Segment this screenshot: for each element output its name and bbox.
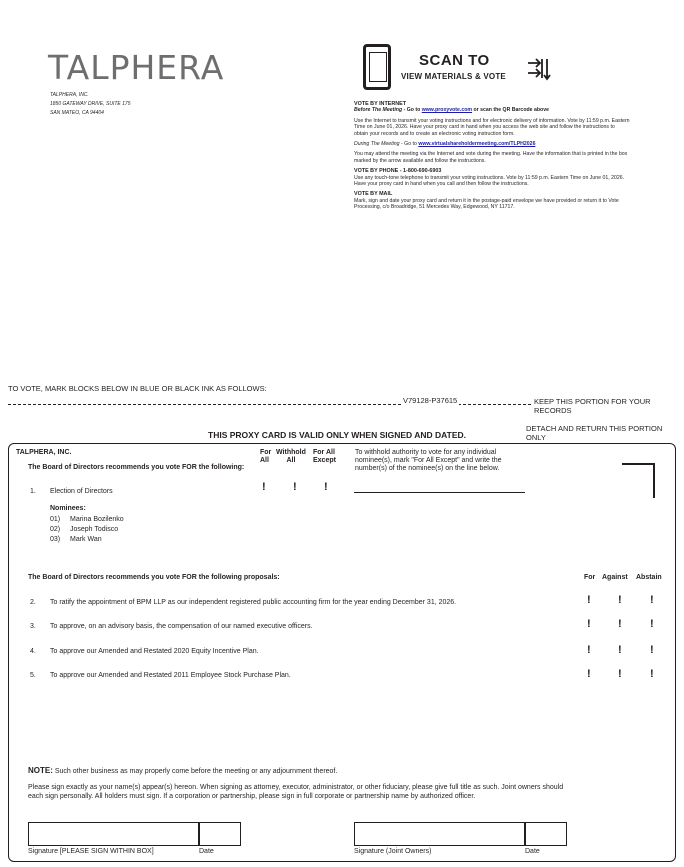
proposal-4-against[interactable]: ! <box>618 644 622 656</box>
signature-box[interactable] <box>28 822 199 846</box>
proposal-3-abstain[interactable]: ! <box>650 618 654 630</box>
board-recommend-for: The Board of Directors recommends you vote FOR the following: <box>28 464 245 471</box>
phone-icon <box>363 44 391 90</box>
card-company-name: TALPHERA, INC. <box>16 449 72 456</box>
col-against: Against <box>602 574 628 581</box>
withhold-instructions: To withhold authority to vote for any individual nominee(s), mark "For All Except" and write the number(s) of the nominee(s) on the line below. <box>355 449 502 472</box>
col-for-all-except: For All Except <box>313 449 336 464</box>
proposal-4-number: 4. <box>30 648 36 655</box>
joint-date-box[interactable] <box>525 822 567 846</box>
col-abstain: Abstain <box>636 574 662 581</box>
company-logo: TALPHERA <box>48 48 225 87</box>
proposal-5-text: To approve our Amended and Restated 2011 Employee Stock Purchase Plan. <box>50 672 291 679</box>
nominee-row: 03) Mark Wan <box>50 536 102 543</box>
proposal-3-number: 3. <box>30 623 36 630</box>
address-line-2: SAN MATEO, CA 94404 <box>50 110 104 116</box>
during-meeting-line: During The Meeting - Go to www.virtualshareholdermeeting.com/TLPH2026 <box>354 141 536 148</box>
item-1-number: 1. <box>30 488 36 495</box>
nominee-list <box>50 515 124 545</box>
phone-body: Use any touch-tone telephone to transmit your voting instructions. Vote by 11:59 p.m. Eastern Time on June 01, 2026. Have your proxy card in hand when you call and then follow the instructions. <box>354 174 625 188</box>
sign-instructions: Please sign exactly as your name(s) appear(s) hereon. When signing as attorney, executor, administrator, or other fiduciary, please give full title as such. Joint owners should each sign personally. All holders must sign. If a corporation or partnership, please sign in full corporate or partnership name by authorized officer. <box>28 784 564 800</box>
mail-heading: VOTE BY MAIL <box>354 191 393 198</box>
date-label: Date <box>199 848 214 855</box>
joint-signature-box[interactable] <box>354 822 525 846</box>
date-box[interactable] <box>199 822 241 846</box>
valid-notice: THIS PROXY CARD IS VALID ONLY WHEN SIGNED AND DATED. <box>208 430 467 440</box>
voting-instructions <box>354 101 630 215</box>
virtual-meeting-link[interactable]: www.virtualshareholdermeeting.com/TLPH2026 <box>418 141 536 148</box>
proposal-4-text: To approve our Amended and Restated 2020 Equity Incentive Plan. <box>50 648 259 655</box>
proposal-4-for[interactable]: ! <box>587 644 591 656</box>
arrows-icon <box>526 56 554 82</box>
signature-label: Signature [PLEASE SIGN WITHIN BOX] <box>28 848 154 855</box>
col-withhold-all: Withhold All <box>276 449 306 464</box>
nominee-row: 02) Joseph Todisco <box>50 526 119 533</box>
proposal-5-number: 5. <box>30 672 36 679</box>
keep-portion-label: KEEP THIS PORTION FOR YOUR RECORDS <box>532 397 684 415</box>
scan-title: SCAN TO <box>419 52 490 69</box>
proposal-3-against[interactable]: ! <box>618 618 622 630</box>
proxyvote-link[interactable]: www.proxyvote.com <box>421 107 472 114</box>
nominees-label: Nominees: <box>50 505 86 512</box>
company-name: TALPHERA, INC. <box>50 92 89 98</box>
phone-heading: VOTE BY PHONE - 1-800-690-6903 <box>354 168 442 175</box>
item-1-text: Election of Directors <box>50 488 113 495</box>
internet-before-line: Before The Meeting - Go to www.proxyvote.com or scan the QR Barcode above <box>354 107 549 114</box>
proposal-5-for[interactable]: ! <box>587 668 591 680</box>
vote-box-for-all[interactable]: ! <box>262 481 266 493</box>
detach-label: DETACH AND RETURN THIS PORTION ONLY <box>526 424 663 442</box>
nominee-row: 01) Marina Bozilenko <box>50 516 124 523</box>
control-number: V79128-P37615 <box>403 396 458 405</box>
joint-date-label: Date <box>525 848 540 855</box>
nominee-number-line[interactable] <box>354 492 525 493</box>
proposal-2-number: 2. <box>30 599 36 606</box>
proposal-5-against[interactable]: ! <box>618 668 622 680</box>
board-recommend-proposals: The Board of Directors recommends you vote FOR the following proposals: <box>28 574 280 581</box>
corner-mark <box>622 463 655 498</box>
proposal-3-text: To approve, on an advisory basis, the compensation of our named executive officers. <box>50 623 313 630</box>
internet-heading: VOTE BY INTERNET <box>354 101 407 107</box>
vote-box-withhold-all[interactable]: ! <box>293 481 297 493</box>
proposal-2-text: To ratify the appointment of BPM LLP as our independent registered public accounting firm for the year ending December 31, 2026. <box>50 599 457 606</box>
proposal-3-for[interactable]: ! <box>587 618 591 630</box>
mark-instructions: TO VOTE, MARK BLOCKS BELOW IN BLUE OR BLACK INK AS FOLLOWS: <box>8 384 267 393</box>
proposal-2-abstain[interactable]: ! <box>650 594 654 606</box>
address-line-1: 1850 GATEWAY DRIVE, SUITE 175 <box>50 101 131 107</box>
proposal-4-abstain[interactable]: ! <box>650 644 654 656</box>
proposal-2-against[interactable]: ! <box>618 594 622 606</box>
scan-subtitle: VIEW MATERIALS & VOTE <box>401 72 506 81</box>
company-address <box>50 91 131 118</box>
note: NOTE: Such other business as may properly come before the meeting or any adjournment thereof. <box>28 766 338 775</box>
col-for-all: For All <box>260 449 272 464</box>
proposal-5-abstain[interactable]: ! <box>650 668 654 680</box>
internet-body: Use the Internet to transmit your voting instructions and for electronic delivery of information. Vote by 11:59 p.m. Eastern Time on June 01, 2026. Have your proxy card in hand when you access the web site and follow the instructions to obtain your records and to create an electronic voting instruction form. <box>354 117 630 137</box>
vote-box-for-all-except[interactable]: ! <box>324 481 328 493</box>
mail-body: Mark, sign and date your proxy card and return it in the postage-paid envelope we have provided or return it to Vote Processing, c/o Broadridge, 51 Mercedes Way, Edgewood, NY 11717. <box>354 197 619 211</box>
joint-signature-label: Signature (Joint Owners) <box>354 848 432 855</box>
proposal-2-for[interactable]: ! <box>587 594 591 606</box>
col-for: For <box>584 574 596 581</box>
during-body: You may attend the meeting via the Internet and vote during the meeting. Have the information that is printed in the box marked by the arrow available and follow the instructions. <box>354 151 628 164</box>
